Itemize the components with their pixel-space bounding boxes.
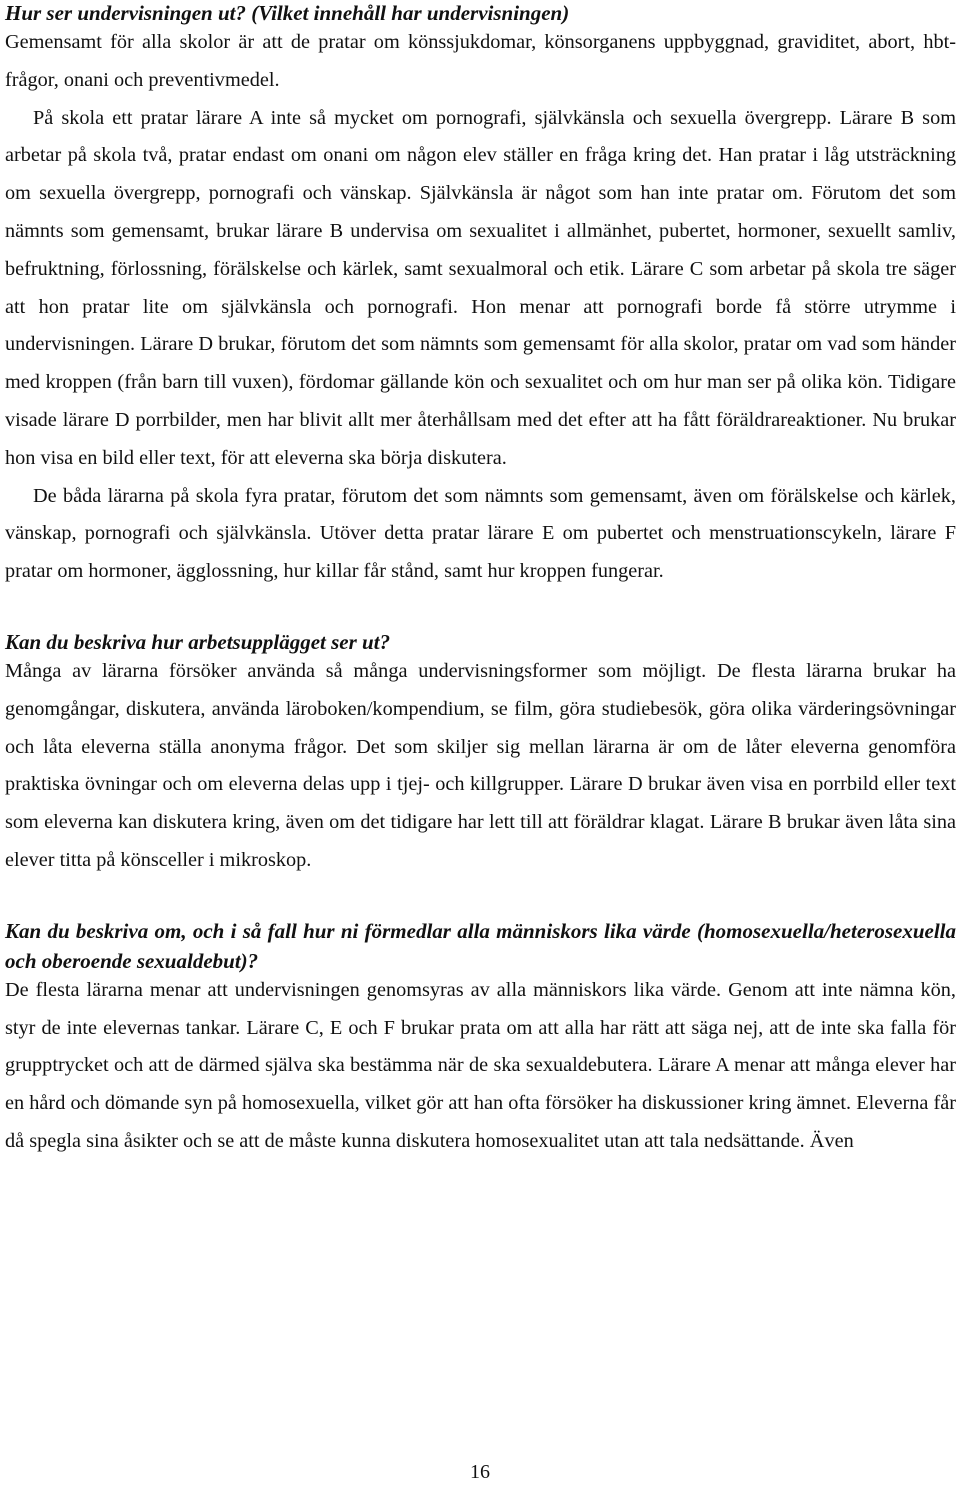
paragraph-teaching-methods: Många av lärarna försöker använda så många undervisningsformer som möjligt. De flesta lärarna brukar ha genomgångar, diskutera, använda läroboken/kompendium, se film, göra studiebesök, göra olika värderingsövningar och låta eleverna ställa anonyma frågor. Det som skiljer sig mellan lärarna är om de låter eleverna genomföra praktiska övningar och om eleverna delas upp i tjej- och killgrupper. Lärare D brukar även visa en porrbild eller text som eleverna kan diskutera kring, även om det tidigare har lett till att föräldrar klagat. Lärare B brukar även låta sina elever titta på könsceller i mikroskop. — [5, 659, 956, 871]
page-number: 16 — [470, 1461, 490, 1483]
section-heading-work-structure: Kan du beskriva hur arbetsupplägget ser ut? — [5, 629, 391, 654]
section-heading-equal-value: Kan du beskriva om, och i så fall hur ni förmedlar alla människors lika värde (homosexuella/heterosexuella och oberoende sexualdebut)? — [5, 918, 956, 973]
section-heading-teaching-content: Hur ser undervisningen ut? (Vilket innehåll har undervisningen) — [5, 1, 570, 25]
paragraph-common-topics: Gemensamt för alla skolor är att de pratar om könssjukdomar, könsorganens uppbyggnad, graviditet, abort, hbt-frågor, onani och preventivmedel. — [5, 31, 956, 91]
document-page — [5, 0, 956, 1161]
paragraph-teachers-a-to-d: På skola ett pratar lärare A inte så mycket om pornografi, självkänsla och sexuella övergrepp. Lärare B som arbetar på skola två, pratar endast om onani om någon elev ställer en fråga kring det. Han pratar i låg utsträckning om sexuella övergrepp, pornografi och vänskap. Självkänsla är något som han inte pratar om. Förutom det som nämnts som gemensamt, brukar lärare B undervisa om sexualitet i allmänhet, pubertet, hormoner, sexuellt samliv, befruktning, förlossning, förälskelse och kärlek, samt sexualmoral och etik. Lärare C som arbetar på skola tre säger att hon pratar lite om självkänsla och pornografi. Hon menar att pornografi borde få större utrymme i undervisningen. Lärare D brukar, förutom det som nämnts som gemensamt för alla skolor, pratar om vad som händer med kroppen (från barn till vuxen), fördomar gällande kön och sexualitet och om hur man ser på olika kön. Tidigare visade lärare D porrbilder, men har blivit allt mer återhållsam med det efter att ha fått föräldrareaktioner. Nu brukar hon visa en bild eller text, för att eleverna ska börja diskutera. — [5, 106, 956, 469]
section-spacer — [5, 880, 956, 916]
paragraph-school-four: De båda lärarna på skola fyra pratar, förutom det som nämnts som gemensamt, även om förälskelse och kärlek, vänskap, pornografi och självkänsla. Utöver detta pratar lärare E om pubertet och menstruationscykeln, lärare F pratar om hormoner, ägglossning, hur killar får stånd, samt hur kroppen fungerar. — [5, 484, 956, 583]
section-spacer — [5, 591, 956, 627]
paragraph-equal-value: De flesta lärarna menar att undervisningen genomsyras av alla människors lika värde. Genom att inte nämna kön, styr de inte elevernas tankar. Lärare C, E och F brukar prata om att alla har rätt att säga nej, att de inte ska falla för grupptrycket och att de därmed själva ska bestämma när de ska sexualdebutera. Lärare A menar att många elever har en hård och dömande syn på homosexuella, vilket gör att han ofta försöker ha diskussioner kring ämnet. Eleverna får då spegla sina åsikter och se att de måste kunna diskutera homosexualitet utan att tala nedsättande. Även — [5, 978, 956, 1152]
